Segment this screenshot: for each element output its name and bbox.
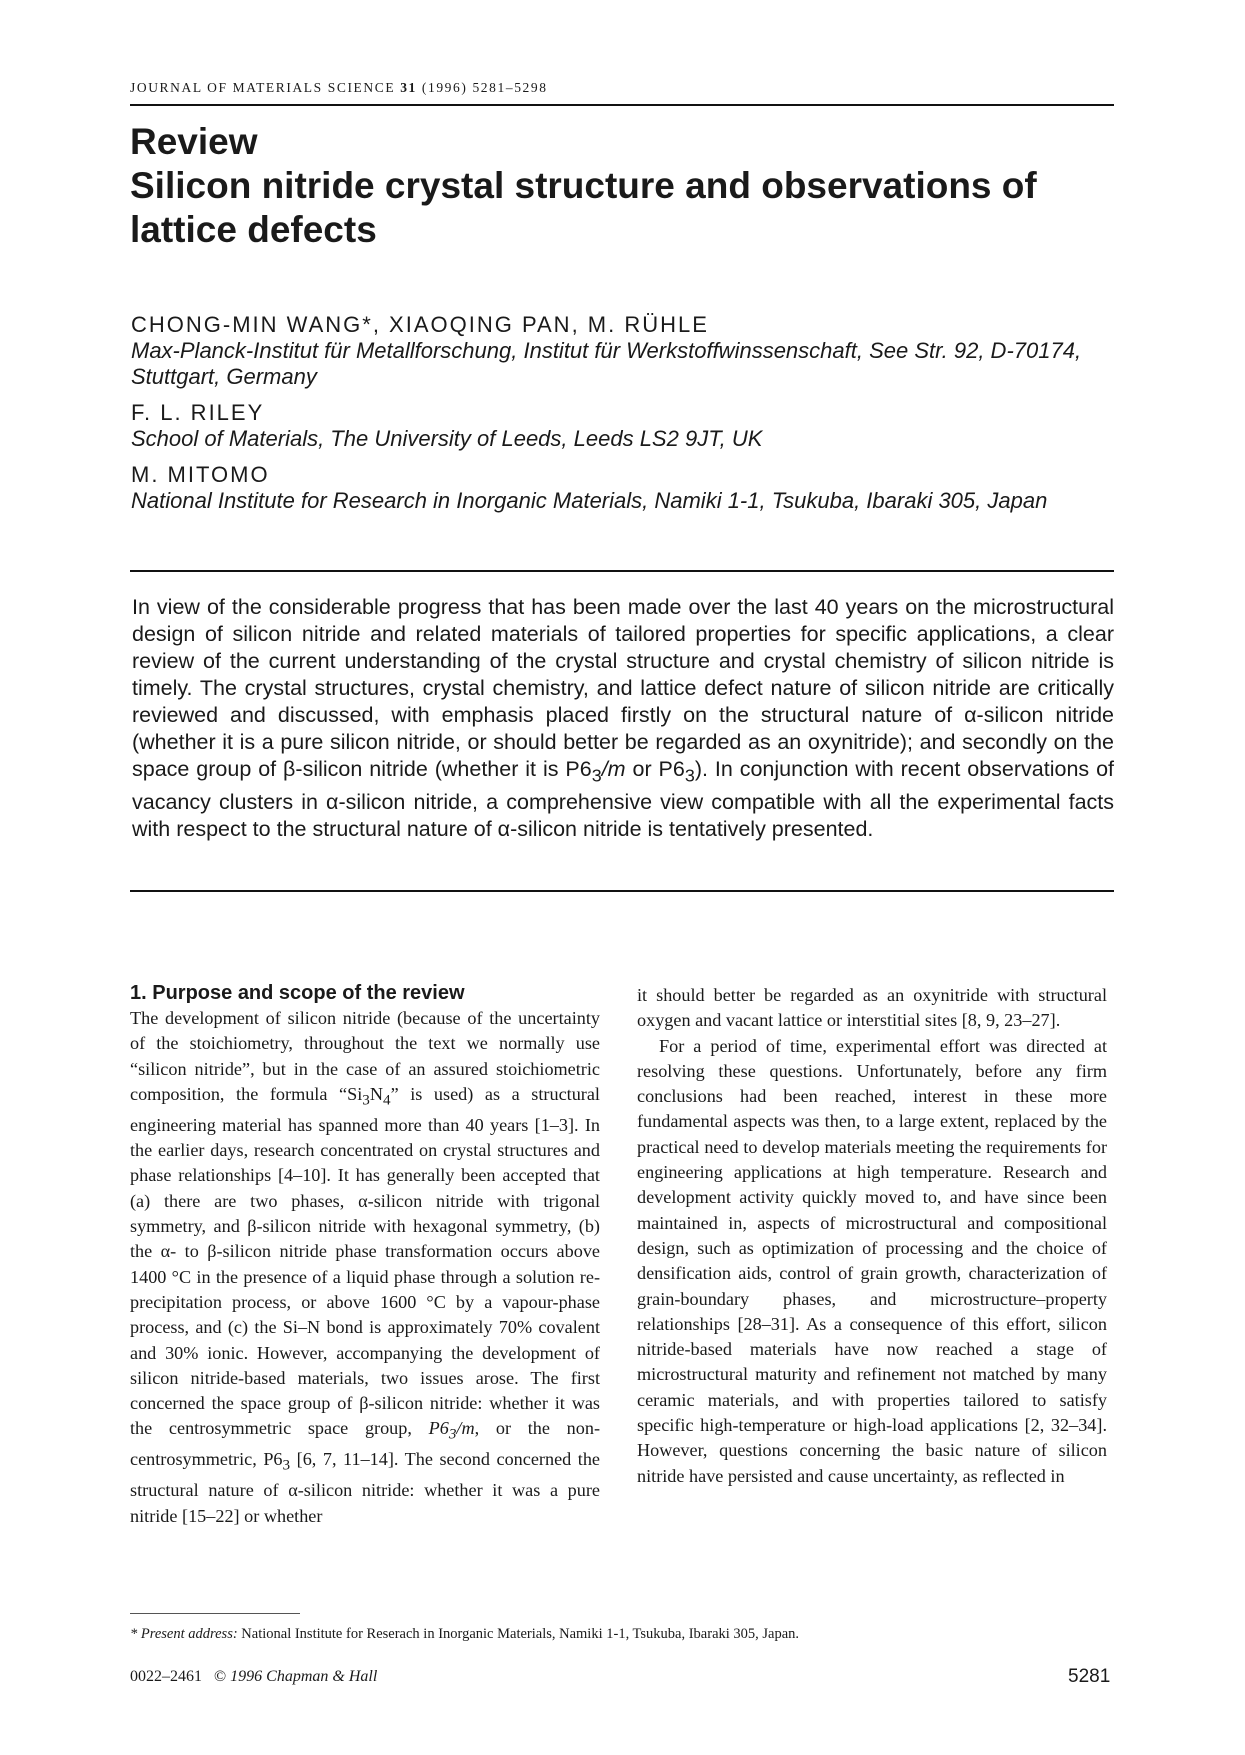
space-group-1: $P6_3/m$ bbox=[565, 757, 626, 786]
copyright-icon: © bbox=[214, 1668, 227, 1685]
author-list bbox=[131, 312, 1121, 524]
space-group-centro: $P6_3/m$ bbox=[428, 1418, 475, 1444]
author-group-2: F. L. RILEY bbox=[131, 400, 265, 425]
abstract bbox=[132, 594, 1114, 843]
author-group-3: M. MITOMO bbox=[131, 462, 270, 487]
affiliation-1: Max-Planck-Institut für Metallforschung, Institut für Werkstoffwinssenschaft, See Str. 92, D-70174, Stuttgart, Germany bbox=[131, 338, 1082, 389]
article-title: Silicon nitride crystal structure and observations of lattice defects bbox=[130, 165, 1037, 250]
abstract-text-2: or bbox=[625, 757, 659, 781]
journal-name: JOURNAL OF MATERIALS SCIENCE bbox=[130, 80, 396, 95]
abstract-bottom-rule bbox=[130, 890, 1114, 892]
issn: 0022–2461 bbox=[130, 1668, 202, 1685]
footnote-rule bbox=[130, 1613, 300, 1614]
body-column-left bbox=[130, 981, 600, 1529]
page-number: 5281 bbox=[1068, 1666, 1111, 1687]
space-group-2: $P6_3$ bbox=[658, 757, 695, 786]
section-heading: 1. Purpose and scope of the review bbox=[130, 982, 465, 1004]
affiliation-2: School of Materials, The University of Leeds, Leeds LS2 9JT, UK bbox=[131, 426, 763, 451]
author-group-1: CHONG-MIN WANG*, XIAOQING PAN, M. RÜHLE bbox=[131, 312, 709, 337]
article-type: Review bbox=[130, 121, 258, 162]
copyright-text: 1996 Chapman & Hall bbox=[230, 1668, 378, 1685]
journal-header bbox=[130, 80, 548, 96]
abstract-text-3: ). In conjunction with recent observations of vacancy clusters in α-silicon nitride, a comprehensive view compatible with all the experimental facts with respect to the structural nature of α-silicon nitride is tentatively presented. bbox=[132, 757, 1114, 842]
journal-year-pages: (1996) 5281–5298 bbox=[421, 80, 548, 95]
paragraph: it should better be regarded as an oxynitride with structural oxygen and vacant lattice or interstitial sites [8, 9, 23–27]. bbox=[637, 985, 1107, 1031]
copyright-line bbox=[130, 1668, 377, 1686]
abstract-top-rule bbox=[130, 570, 1114, 572]
title-block bbox=[130, 120, 1120, 252]
affiliation-3: National Institute for Research in Inorganic Materials, Namiki 1-1, Tsukuba, Ibaraki 305, Japan bbox=[131, 488, 1048, 513]
footnote-text: National Institute for Reserach in Inorganic Materials, Namiki 1-1, Tsukuba, Ibaraki 305, Japan. bbox=[237, 1626, 800, 1642]
paragraph: For a period of time, experimental effort was directed at resolving these questions. Unfortunately, before any firm conclusions had been reached, interest in these more fundamental aspects was then, to a large extent, replaced by the practical need to develop materials meeting the requirements for engineering applications at high temperature. Research and development activity quickly moved to, and have since been maintained in, aspects of microstructural and compositional design, such as optimization of processing and the choice of densification aids, control of grain growth, characterization of grain-boundary phases, and microstructure–property relationships [28–31]. As a consequence of this effort, silicon nitride-based materials have now reached a stage of microstructural maturity and refinement not matched by many ceramic materials, and with properties tailored to satisfy specific high-temperature or high-load applications [2, 32–34]. However, questions concerning the basic nature of silicon nitride have persisted and cause uncertainty, as reflected in bbox=[637, 1035, 1107, 1486]
body-column-right bbox=[637, 983, 1107, 1489]
footnote bbox=[130, 1624, 1114, 1644]
header-rule bbox=[130, 104, 1114, 106]
space-group-noncentro: $P6_3$ bbox=[263, 1449, 291, 1474]
journal-volume: 31 bbox=[400, 80, 417, 95]
abstract-text-1: In view of the considerable progress that has been made over the last 40 years on the microstructural design of silicon nitride and related materials of tailored properties for specific applications, a clear review of the current understanding of the crystal structure and crystal chemistry of silicon nitride is timely. The crystal structures, crystal chemistry, and lattice defect nature of silicon nitride are critically reviewed and discussed, with emphasis placed firstly on the structural nature of α-silicon nitride (whether it is a pure silicon nitride, or should better be regarded as an oxynitride); and secondly on the space group of β-silicon nitride (whether it is bbox=[132, 595, 1114, 781]
paragraph: The development of silicon nitride (because of the uncertainty of the stoichiometry, throughout the text we normally use “silicon nitride”, but in the case of an assured stoichiometric composition, the formula “$Si_3N_4$” is used) as a structural engineering material has spanned more than 40 years [1–3]. In the earlier days, research concentrated on crystal structures and phase relationships [4–10]. It has generally been accepted that (a) there are two phases, α-silicon nitride with trigonal symmetry, and β-silicon nitride with hexagonal symmetry, (b) the α- to β-silicon nitride phase transformation occurs above 1400 °C in the presence of a liquid phase through a solution reprecipitation process, or above 1600 °C by a vapour-phase process, and (c) the Si–N bond is approximately 70% covalent and 30% ionic. However, accompanying the development of silicon nitride-based materials, two issues arose. The first concerned the space group of β-silicon nitride: whether it was the centrosymmetric space group, $P6_3/m$, or the noncentrosymmetric, $P6_3$ [6, 7, 11–14]. The second concerned the structural nature of α-silicon nitride: whether it was a pure nitride [15–22] or whether bbox=[130, 1008, 600, 1526]
footnote-label: * Present address: bbox=[130, 1626, 238, 1642]
